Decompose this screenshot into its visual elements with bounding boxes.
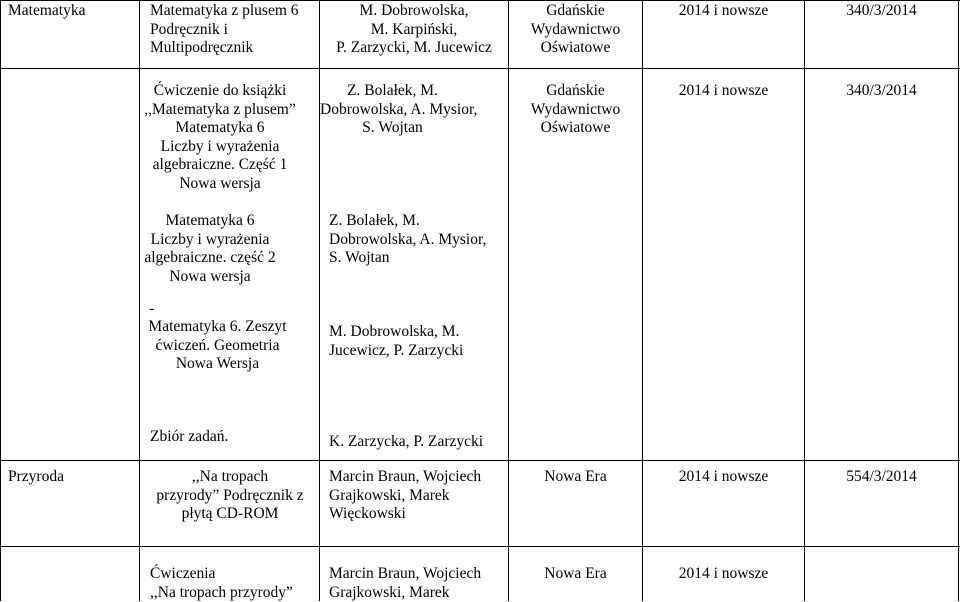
left-border bbox=[0, 0, 1, 601]
authors-line: Dobrowolska, A. Mysior, bbox=[329, 231, 486, 250]
title-line: Ćwiczenie do książki bbox=[140, 82, 300, 101]
publisher-line: Wydawnictwo bbox=[509, 21, 642, 40]
title-line: Nowa wersja bbox=[140, 175, 300, 194]
title-line: Ćwiczenia bbox=[150, 565, 293, 584]
row-divider-3 bbox=[0, 546, 960, 547]
authors-line: Grajkowski, Marek bbox=[329, 487, 481, 506]
title-line: Liczby i wyrażenia bbox=[140, 138, 300, 157]
title-cell bbox=[140, 212, 280, 286]
subject-cell: Przyroda bbox=[8, 468, 64, 487]
authors-line: Z. Bolałek, M. bbox=[329, 212, 486, 231]
title-line: Matematyka 6 bbox=[140, 119, 300, 138]
title-line: ,,Na tropach bbox=[140, 468, 320, 487]
authors-line: Jucewicz, P. Zarzycki bbox=[329, 341, 463, 360]
title-line: Nowa Wersja bbox=[140, 355, 295, 374]
authors-line: S. Wojtan bbox=[320, 119, 465, 138]
title-line: płytą CD-ROM bbox=[140, 505, 320, 524]
title-line: ćwiczeń. Geometria bbox=[140, 337, 295, 356]
title-line: Podręcznik i bbox=[150, 21, 299, 40]
authors-line: Marcin Braun, Wojciech bbox=[329, 468, 481, 487]
authors-cell bbox=[320, 2, 508, 58]
publisher-line: Oświatowe bbox=[509, 39, 642, 58]
publisher-cell: Nowa Era bbox=[509, 565, 642, 584]
title-line: Matematyka z plusem 6 bbox=[150, 2, 299, 21]
authors-line: S. Wojtan bbox=[329, 249, 486, 268]
publisher-line: Wydawnictwo bbox=[509, 101, 642, 120]
authors-line: M. Dobrowolska, M. bbox=[329, 322, 463, 341]
title-line: ,,Na tropach przyrody” bbox=[150, 584, 293, 602]
year-cell: 2014 i nowsze bbox=[643, 468, 804, 487]
authors-cell bbox=[320, 82, 465, 138]
authors-cell bbox=[329, 322, 463, 360]
title-line: Nowa wersja bbox=[140, 268, 280, 287]
title-cell: Zbiór zadań. bbox=[150, 428, 228, 447]
publisher-line: Gdańskie bbox=[509, 2, 642, 21]
row-divider-2 bbox=[0, 460, 960, 461]
title-line: Liczby i wyrażenia bbox=[140, 231, 280, 250]
title-line: przyrody” Podręcznik z bbox=[140, 487, 320, 506]
approval-number-cell: 340/3/2014 bbox=[805, 82, 958, 101]
publisher-cell bbox=[509, 2, 642, 58]
authors-line: Marcin Braun, Wojciech bbox=[329, 565, 481, 584]
publisher-cell: Nowa Era bbox=[509, 468, 642, 487]
publisher-cell bbox=[509, 82, 642, 138]
publisher-line: Oświatowe bbox=[509, 119, 642, 138]
title-line: Multipodręcznik bbox=[150, 39, 299, 58]
top-border bbox=[0, 0, 960, 1]
title-line: algebraiczne. część 2 bbox=[140, 249, 280, 268]
title-line: algebraiczne. Część 1 bbox=[140, 156, 300, 175]
title-line: ,,Matematyka z plusem” bbox=[140, 101, 300, 120]
authors-line: Grajkowski, Marek bbox=[329, 584, 481, 602]
approval-number-cell: 340/3/2014 bbox=[805, 2, 958, 21]
year-cell: 2014 i nowsze bbox=[643, 565, 804, 584]
authors-cell bbox=[329, 468, 481, 524]
subject-cell: Matematyka bbox=[8, 2, 85, 21]
title-cell bbox=[150, 2, 299, 58]
title-cell bbox=[140, 318, 295, 374]
approval-number-cell: 554/3/2014 bbox=[805, 468, 958, 487]
title-line: Matematyka 6 bbox=[140, 212, 280, 231]
publisher-line: Gdańskie bbox=[509, 82, 642, 101]
authors-cell bbox=[329, 212, 486, 268]
authors-line: Dobrowolska, A. Mysior, bbox=[320, 101, 465, 120]
year-cell: 2014 i nowsze bbox=[643, 2, 804, 21]
row-divider-1 bbox=[0, 68, 960, 69]
authors-cell: K. Zarzycka, P. Zarzycki bbox=[329, 433, 483, 452]
authors-line: P. Zarzycki, M. Jucewicz bbox=[320, 39, 508, 58]
authors-line: M. Karpiński, bbox=[320, 21, 508, 40]
list-dash: - bbox=[149, 302, 154, 316]
title-cell bbox=[150, 565, 293, 602]
authors-line: Z. Bolałek, M. bbox=[320, 82, 465, 101]
title-line: Matematyka 6. Zeszyt bbox=[140, 318, 295, 337]
authors-line: M. Dobrowolska, bbox=[320, 2, 508, 21]
title-cell bbox=[140, 82, 300, 193]
title-cell bbox=[140, 468, 320, 524]
authors-cell bbox=[329, 565, 481, 602]
right-border bbox=[958, 0, 959, 601]
year-cell: 2014 i nowsze bbox=[643, 82, 804, 101]
authors-line: Więckowski bbox=[329, 505, 481, 524]
